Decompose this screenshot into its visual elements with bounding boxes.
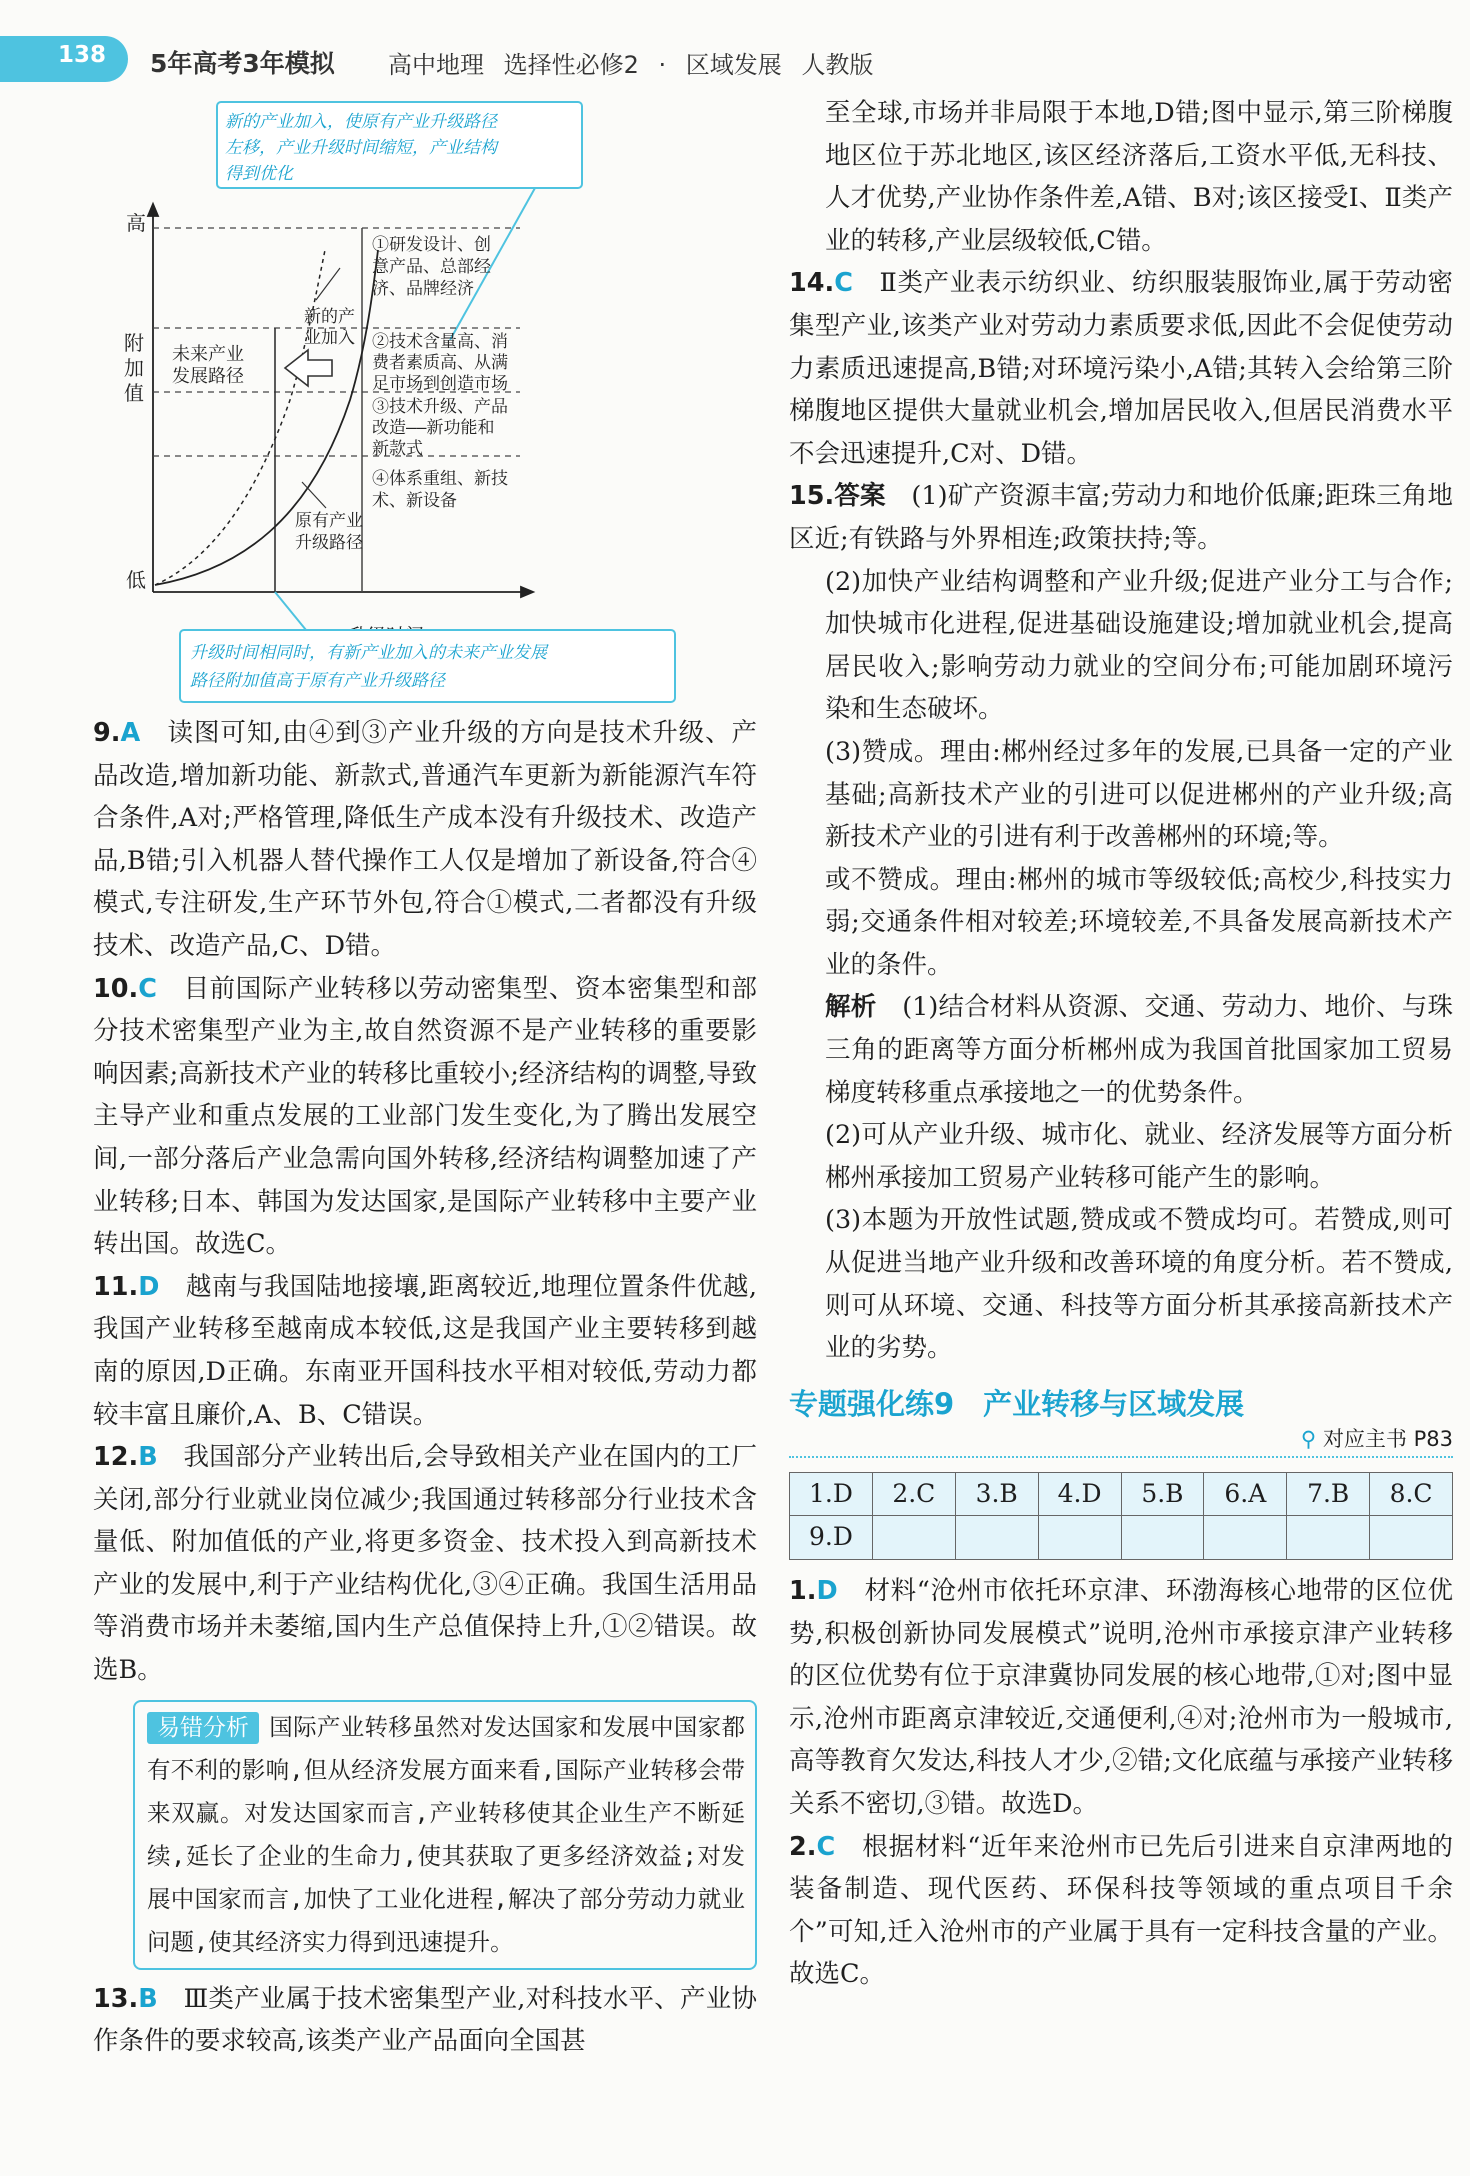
answer-cell	[955, 1516, 1038, 1560]
answer-cell: 7.B	[1287, 1472, 1370, 1516]
bottom-callout-pointer	[275, 592, 306, 630]
q15-answer-2: (2)加快产业结构调整和产业升级;促进产业分工与合作;加快城市化进程,促进基础设施建设;增加就业机会,提高居民收入;影响劳动力就业的空间分布;可能加剧环境污染和生态破坏。	[825, 566, 1453, 725]
book-info	[388, 45, 873, 80]
section-divider	[789, 1456, 1453, 1458]
stage-4-label: ④体系重组、新技 术、新设备	[372, 469, 508, 511]
top-callout-text: 新的产业加入，使原有产业升级路径 左移，产业升级时间缩短，产业结构 得到优化	[225, 112, 497, 184]
left-column	[93, 712, 757, 2063]
section-question-2: 2.C 根据材料“近年来沧州市已先后引进来自京津两地的装备制造、现代医药、环保科技等领域的重点项目千余个”可知,迁入沧州市的产业属于具有一定科技含量的产业。故选C。	[789, 1831, 1453, 1990]
q15-analysis-3: (3)本题为开放性试题,赞成或不赞成均可。若赞成,则可从促进当地产业升级和改善环境的角度分析。若不赞成,则可从环境、交通、科技等方面分析其承接高新技术产业的劣势。	[825, 1205, 1453, 1364]
answer-cell: 8.C	[1370, 1472, 1453, 1516]
answer-cell	[1287, 1516, 1370, 1560]
answer-cell	[1038, 1516, 1121, 1560]
book-title: 选择性必修2 · 区域发展	[503, 51, 782, 79]
answer-cell: 1.D	[790, 1472, 873, 1516]
table-row	[790, 1516, 1453, 1560]
bottom-callout-box	[180, 630, 675, 702]
question-9: 9.A 读图可知,由④到③产业升级的方向是技术升级、产品改造,增加新功能、新款式,普通汽车更新为新能源汽车符合条件,A对;严格管理,降低生产成本没有升级技术、改造产品,B错;引入机器人替代操作工人仅是增加了新设备,符合④模式,专注研发,生产环节外包,符合①模式,二者都没有升级技术、改造产品,C、D错。	[93, 718, 757, 961]
new-industry-label: 新的产 业加入	[304, 307, 355, 348]
answer-cell	[872, 1516, 955, 1560]
q15-answer-3: (3)赞成。理由:郴州经过多年的发展,已具备一定的产业基础;高新技术产业的引进可以促进郴州的产业升级;高新技术产业的引进有利于改善郴州的环境;等。	[825, 736, 1453, 853]
series-title: 5年高考3年模拟	[150, 49, 335, 78]
answer-cell	[1204, 1516, 1287, 1560]
y-low-label: 低	[126, 568, 146, 592]
industry-upgrade-diagram	[124, 100, 750, 705]
question-12: 12.B 我国部分产业转出后,会导致相关产业在国内的工厂关闭,部分行业就业岗位减少;我国通过转移部分行业技术含量低、附加值低的产业,将更多资金、技术投入到高新技术产业的发展中,利于产业结构优化,③④正确。我国生活用品等消费市场并未萎缩,国内生产总值保持上升,①②错误。故选B。	[93, 1442, 757, 1686]
question-10: 10.C 目前国际产业转移以劳动密集型、资本密集型和部分技术密集型产业为主,故自然资源不是产业转移的重要影响因素;高新技术产业的转移比重较小;经济结构的调整,导致主导产业和重点发展的工业部门发生变化,为了腾出发展空间,一部分落后产业急需向国外转移,经济结构调整加速了产业转移;日本、韩国为发达国家,是国际产业转移中主要产业转出国。故选C。	[93, 973, 757, 1260]
section-question-1: 1.D 材料“沧州市依托环京津、环渤海核心地带的区位优势,积极创新协同发展模式”说明,沧州市承接京津产业转移的区位优势有位于京津冀协同发展的核心地带,①对;图中显示,沧州市距离京津较近,交通便利,④对;沧州市为一般城市,高等教育欠发达,科技人才少,②错;文化底蕴与承接产业转移关系不密切,③错。故选D。	[789, 1576, 1453, 1819]
table-row	[790, 1472, 1453, 1516]
y-axis-label: 附 加 值	[124, 331, 144, 405]
question-14: 14.C Ⅱ类产业表示纺织业、纺织服装服饰业,属于劳动密集型产业,该类产业对劳动力素质要求低,因此不会促使劳动力素质迅速提高,B错;对环境污染小,A错;其转入会给第三阶梯腹地区提供大量就业机会,增加居民收入,但居民消费水平不会迅速提升,C对、D错。	[789, 268, 1453, 469]
question-13: 13.B Ⅲ类产业属于技术密集型产业,对科技水平、产业协作条件的要求较高,该类产业产品面向全国甚	[93, 1983, 757, 2057]
section-title: 专题强化练9 产业转移与区域发展	[789, 1386, 1245, 1421]
answer-cell	[1121, 1516, 1204, 1560]
error-analysis-tag: 易错分析	[147, 1712, 259, 1744]
answer-cell: 6.A	[1204, 1472, 1287, 1516]
answer-cell	[1370, 1516, 1453, 1560]
original-path-pointer	[302, 482, 326, 508]
subject: 高中地理	[388, 51, 484, 79]
stage-1-label: ①研发设计、创 意产品、总部经 济、品牌经济	[372, 235, 491, 299]
stage-3-label: ③技术升级、产品 改造——新功能和 新款式	[372, 397, 508, 459]
search-icon: ⚲	[1300, 1426, 1317, 1451]
answer-cell: 3.B	[955, 1472, 1038, 1516]
y-high-label: 高	[126, 211, 146, 235]
question-11: 11.D 越南与我国陆地接壤,距离较近,地理位置条件优越,我国产业转移至越南成本较低,这是我国产业主要转移到越南的原因,D正确。东南亚开国科技水平相对较低,劳动力都较丰富且廉价,A、B、C错误。	[93, 1271, 757, 1430]
left-shift-arrow	[285, 350, 332, 386]
main-book-reference[interactable]: ⚲ 对应主书 P83	[1300, 1426, 1453, 1451]
answer-cell: 9.D	[790, 1516, 873, 1560]
q15-answer-4: 或不赞成。理由:郴州的城市等级较低;高校少,科技实力弱;交通条件相对较差;环境较差,不具备发展高新技术产业的条件。	[825, 864, 1453, 980]
stage-2-label: ②技术含量高、消 费者素质高、从满 足市场到创造市场	[372, 332, 508, 394]
answer-cell: 5.B	[1121, 1472, 1204, 1516]
right-column	[789, 92, 1453, 1996]
question-15: 15.答案 (1)矿产资源丰富;劳动力和地价低廉;距珠三角地区近;有铁路与外界相连;政策扶持;等。	[789, 481, 1453, 554]
future-path-label: 未来产业 发展路径	[172, 344, 244, 387]
answer-cell: 4.D	[1038, 1472, 1121, 1516]
answer-cell: 2.C	[872, 1472, 955, 1516]
answer-key-table	[789, 1472, 1453, 1560]
page-number: 138	[58, 42, 107, 68]
q15-analysis-1: 解析 (1)结合材料从资源、交通、劳动力、地价、与珠三角的距离等方面分析郴州成为我国首批国家加工贸易梯度转移重点承接地之一的优势条件。	[825, 992, 1453, 1108]
edition: 人教版	[801, 51, 874, 79]
bottom-callout-text: 升级时间相同时，有新产业加入的未来产业发展 路径附加值高于原有产业升级路径	[190, 643, 547, 691]
error-analysis-box: 易错分析 国际产业转移虽然对发达国家和发展中国家都有不利的影响,但从经济发展方面来看,国际产业转移会带来双赢。对发达国家而言,产业转移使其企业生产不断延续,延长了企业的生命力,使其获取了更多经济效益;对发展中国家而言,加快了工业化进程,解决了部分劳动力就业问题,使其经济实力得到迅速提升。	[133, 1700, 757, 1970]
original-path-label: 原有产业 升级路径	[295, 511, 363, 553]
q15-analysis-2: (2)可从产业升级、城市化、就业、经济发展等方面分析郴州承接加工贸易产业转移可能产生的影响。	[825, 1120, 1453, 1193]
question-13-continued: 至全球,市场并非局限于本地,D错;图中显示,第三阶梯腹地区位于苏北地区,该区经济落后,工资水平低,无科技、人才优势,产业协作条件差,A错、B对;该区接受Ⅰ、Ⅱ类产业的转移,产业层级较低,C错。	[825, 98, 1453, 256]
new-industry-pointer	[316, 268, 340, 300]
